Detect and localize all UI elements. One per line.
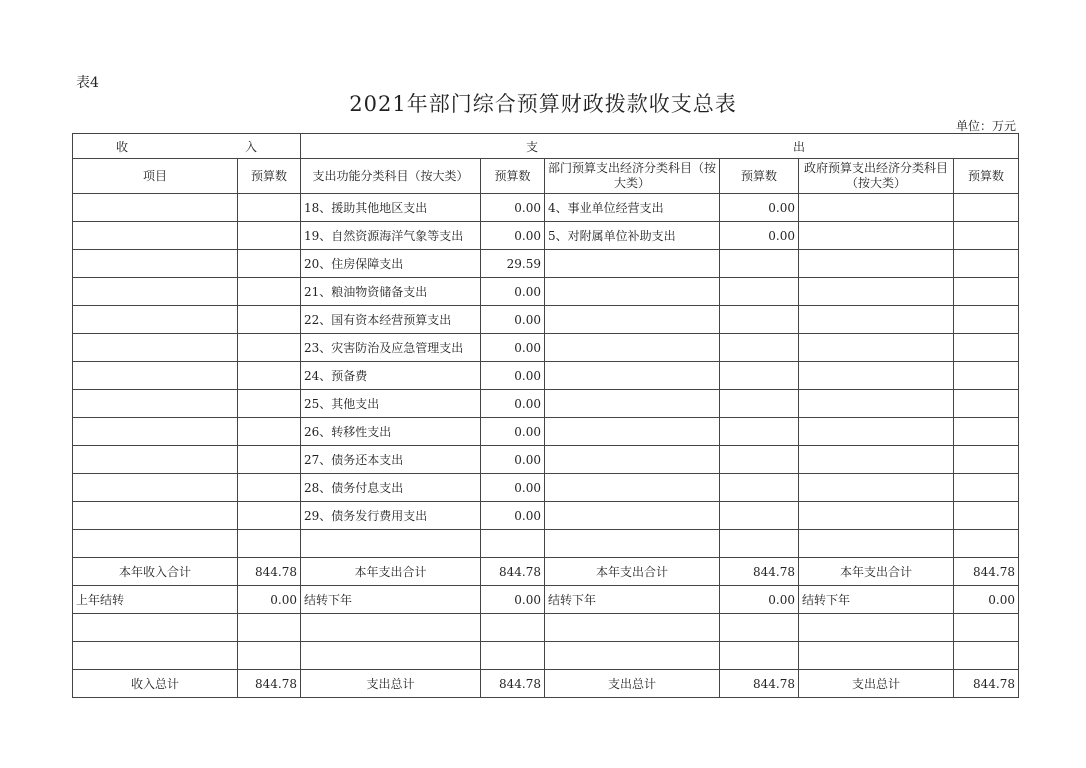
col-header-budget: 预算数 [481,159,545,194]
table-cell [545,530,720,558]
income-group-char-1: 收 [116,139,129,154]
table-cell: 24、预备费 [301,362,481,390]
table-cell [799,446,954,474]
table-cell [720,390,799,418]
group-header-row [73,134,1019,159]
table-cell: 0.00 [481,306,545,334]
table-cell [73,194,238,222]
table-cell [954,614,1019,642]
blank-row [73,614,1019,642]
income-group-header [73,134,301,159]
table-cell: 844.78 [238,558,301,586]
table-cell [545,334,720,362]
table-cell [73,614,238,642]
table-cell [799,362,954,390]
table-cell: 4、事业单位经营支出 [545,194,720,222]
table-cell: 0.00 [481,362,545,390]
col-header-budget: 预算数 [238,159,301,194]
col-header-functional: 支出功能分类科目（按大类） [301,159,481,194]
table-cell [238,222,301,250]
table-cell: 支出总计 [545,670,720,698]
unit-label: 单位：万元 [955,119,1016,133]
table-cell [481,614,545,642]
table-cell: 29.59 [481,250,545,278]
table-cell [545,446,720,474]
table-cell: 844.78 [481,558,545,586]
table-cell [799,530,954,558]
income-group-char-2: 入 [244,139,257,154]
table-cell [238,194,301,222]
table-cell: 27、债务还本支出 [301,446,481,474]
table-cell [954,418,1019,446]
table-cell [238,390,301,418]
table-cell: 0.00 [481,222,545,250]
table-cell [954,194,1019,222]
table-cell [720,418,799,446]
table-cell: 844.78 [954,670,1019,698]
table-cell [799,642,954,670]
table-cell: 本年支出合计 [301,558,481,586]
table-cell: 23、灾害防治及应急管理支出 [301,334,481,362]
table-cell: 26、转移性支出 [301,418,481,446]
col-header-gov-economic: 政府预算支出经济分类科目（按大类） [799,159,954,194]
table-cell [238,306,301,334]
col-header-budget: 预算数 [954,159,1019,194]
table-number-label: 表4 [76,75,99,91]
table-cell [545,278,720,306]
subtotal-row [73,558,1019,586]
table-cell [73,530,238,558]
table-cell [73,502,238,530]
table-cell: 29、债务发行费用支出 [301,502,481,530]
table-cell [73,390,238,418]
col-header-budget: 预算数 [720,159,799,194]
blank-row [73,642,1019,670]
table-cell [238,362,301,390]
table-cell: 0.00 [481,334,545,362]
table-cell [545,502,720,530]
table-cell [799,194,954,222]
table-cell: 0.00 [481,586,545,614]
table-cell [954,222,1019,250]
budget-summary-table [72,133,1019,698]
table-row [73,446,1019,474]
table-cell [720,614,799,642]
table-cell [545,250,720,278]
table-cell [545,418,720,446]
table-cell [954,502,1019,530]
table-cell [954,530,1019,558]
table-cell [545,306,720,334]
table-cell: 0.00 [720,194,799,222]
table-cell: 0.00 [481,418,545,446]
table-row [73,278,1019,306]
table-cell: 本年支出合计 [545,558,720,586]
table-cell: 0.00 [481,474,545,502]
table-row [73,502,1019,530]
table-cell [799,390,954,418]
table-cell [799,278,954,306]
table-row [73,390,1019,418]
table-cell [238,502,301,530]
document-title: 2021年部门综合预算财政拨款收支总表 [349,92,737,116]
table-cell: 18、援助其他地区支出 [301,194,481,222]
table-row [73,250,1019,278]
table-cell [799,222,954,250]
table-cell [238,642,301,670]
table-cell [720,334,799,362]
table-cell: 0.00 [481,446,545,474]
table-cell [238,530,301,558]
table-cell: 21、粮油物资储备支出 [301,278,481,306]
table-cell [720,362,799,390]
table-cell: 844.78 [720,558,799,586]
table-cell [720,306,799,334]
table-cell: 20、住房保障支出 [301,250,481,278]
carry-over-row [73,586,1019,614]
table-cell: 0.00 [481,278,545,306]
table-cell [720,642,799,670]
table-cell: 5、对附属单位补助支出 [545,222,720,250]
table-cell [720,474,799,502]
col-header-dept-economic: 部门预算支出经济分类科目（按大类） [545,159,720,194]
table-cell [799,334,954,362]
table-cell [954,334,1019,362]
table-cell: 支出总计 [799,670,954,698]
table-cell [545,474,720,502]
table-cell [799,250,954,278]
table-cell [238,418,301,446]
table-cell [799,502,954,530]
table-cell [73,642,238,670]
table-cell [545,362,720,390]
table-cell [73,446,238,474]
table-cell [799,418,954,446]
table-row [73,306,1019,334]
table-cell: 844.78 [238,670,301,698]
table-cell [238,334,301,362]
table-cell [73,474,238,502]
table-cell [301,642,481,670]
table-cell: 844.78 [720,670,799,698]
table-cell [73,418,238,446]
table-cell [73,306,238,334]
table-cell [238,446,301,474]
table-cell: 上年结转 [73,586,238,614]
col-header-item: 项目 [73,159,238,194]
table-cell: 844.78 [954,558,1019,586]
table-cell [73,278,238,306]
table-cell [954,446,1019,474]
table-cell [238,278,301,306]
table-row [73,474,1019,502]
table-cell: 0.00 [238,586,301,614]
table-cell [799,474,954,502]
table-cell: 844.78 [481,670,545,698]
table-cell [545,614,720,642]
table-cell: 本年支出合计 [799,558,954,586]
table-cell [720,278,799,306]
table-cell [720,502,799,530]
table-cell: 22、国有资本经营预算支出 [301,306,481,334]
table-cell [545,390,720,418]
table-cell: 结转下年 [799,586,954,614]
table-cell [954,642,1019,670]
table-cell: 支出总计 [301,670,481,698]
table-cell [73,222,238,250]
table-cell: 0.00 [481,390,545,418]
table-row [73,530,1019,558]
table-cell [238,614,301,642]
table-cell: 0.00 [481,502,545,530]
table-row [73,222,1019,250]
table-row [73,418,1019,446]
table-cell [954,362,1019,390]
expense-group-char-1: 支 [526,139,539,154]
table-cell [238,250,301,278]
table-cell [954,306,1019,334]
table-cell: 0.00 [720,222,799,250]
table-cell [238,474,301,502]
grand-total-row [73,670,1019,698]
table-cell [954,390,1019,418]
table-cell [799,306,954,334]
table-cell: 本年收入合计 [73,558,238,586]
table-cell: 结转下年 [301,586,481,614]
table-cell [73,250,238,278]
table-row [73,334,1019,362]
table-cell [720,530,799,558]
expense-group-header [301,134,1019,159]
table-cell [301,530,481,558]
table-cell [954,250,1019,278]
table-cell [481,530,545,558]
table-cell: 0.00 [720,586,799,614]
table-row [73,362,1019,390]
table-cell [720,446,799,474]
column-header-row [73,159,1019,194]
table-cell: 0.00 [481,194,545,222]
table-cell [799,614,954,642]
table-cell [545,642,720,670]
table-cell: 0.00 [954,586,1019,614]
table-cell: 25、其他支出 [301,390,481,418]
table-cell [720,250,799,278]
table-cell [954,278,1019,306]
expense-group-char-2: 出 [792,139,805,154]
table-cell [481,642,545,670]
table-cell [954,474,1019,502]
table-cell [73,362,238,390]
table-cell [73,334,238,362]
table-cell: 28、债务付息支出 [301,474,481,502]
table-cell: 结转下年 [545,586,720,614]
table-cell: 19、自然资源海洋气象等支出 [301,222,481,250]
table-row [73,194,1019,222]
table-cell: 收入总计 [73,670,238,698]
table-cell [301,614,481,642]
